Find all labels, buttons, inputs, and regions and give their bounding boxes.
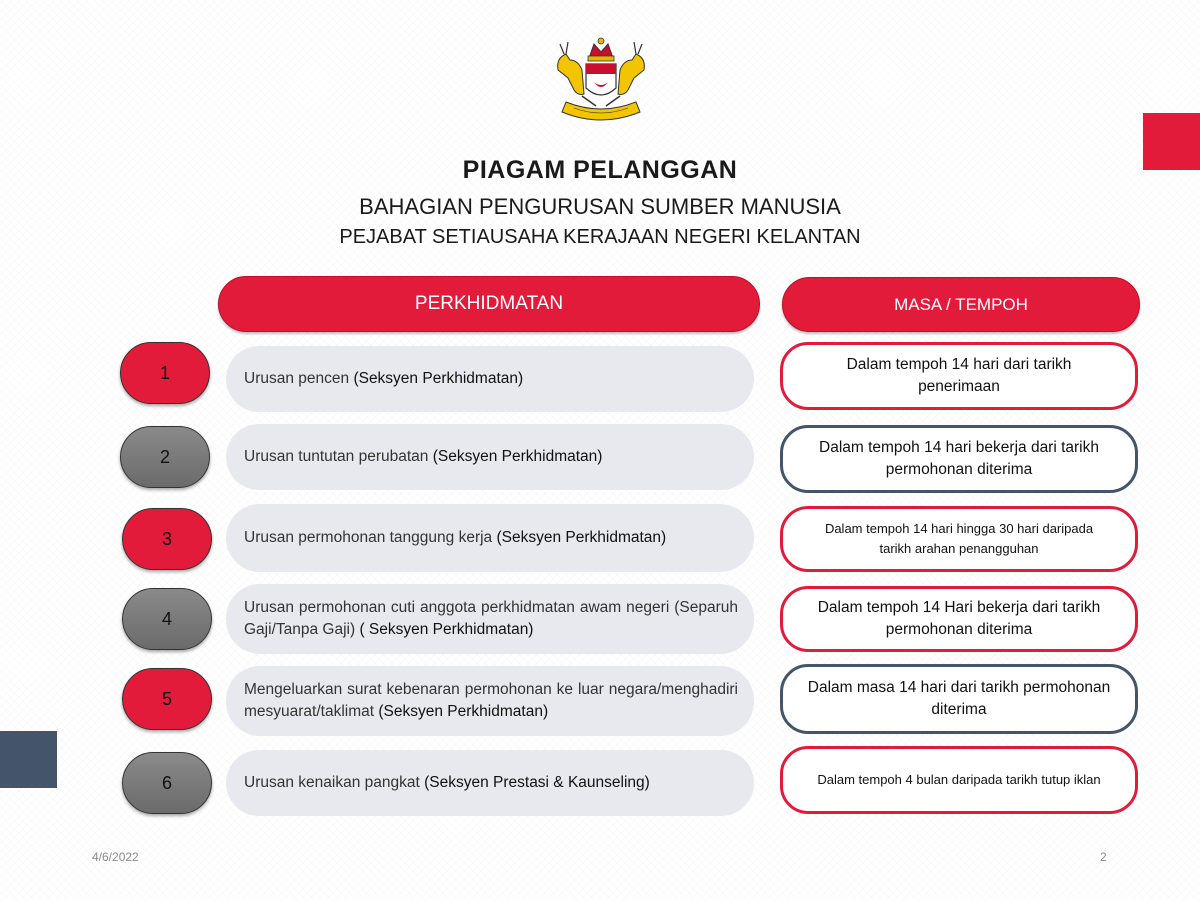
service-item <box>226 504 754 572</box>
page-subtitle-department: BAHAGIAN PENGURUSAN SUMBER MANUSIA <box>359 194 841 219</box>
row-number: 5 <box>161 688 172 709</box>
service-text: Urusan pencen <box>244 370 354 387</box>
title-block <box>0 153 1200 252</box>
page-title: PIAGAM PELANGGAN <box>462 156 738 184</box>
service-text: Urusan permohonan cuti anggota perkhidmatan awam negeri (Separuh Gaji/Tanpa Gaji) <box>244 599 738 638</box>
time-item <box>780 664 1138 734</box>
service-text: Urusan kenaikan pangkat <box>244 774 425 791</box>
service-item <box>226 346 754 412</box>
page-subtitle-office: PEJABAT SETIAUSAHA KERAJAAN NEGERI KELANTAN <box>339 226 861 248</box>
row-number: 2 <box>159 446 170 467</box>
service-item <box>226 424 754 490</box>
time-text: Dalam tempoh 4 bulan daripada tarikh tutup iklan <box>817 772 1101 787</box>
time-item <box>780 746 1138 814</box>
row-number: 4 <box>161 608 172 629</box>
kelantan-crest-icon <box>552 36 650 130</box>
time-text: Dalam tempoh 14 hari hingga 30 hari daripada tarikh arahan penangguhan <box>824 521 1094 556</box>
service-section: (Seksyen Perkhidmatan) <box>378 703 549 720</box>
service-text: Mengeluarkan surat kebenaran permohonan ke luar negara/menghadiri mesyuarat/taklimat <box>244 681 738 720</box>
time-text: Dalam tempoh 14 hari dari tarikh penerimaan <box>846 356 1072 395</box>
service-item <box>226 584 754 654</box>
time-text: Dalam tempoh 14 Hari bekerja dari tarikh permohonan diterima <box>817 599 1101 638</box>
accent-navy-square <box>0 731 57 788</box>
row-number: 6 <box>161 772 172 793</box>
column-header-service: PERKHIDMATAN <box>218 276 760 332</box>
row-number-badge <box>122 508 212 570</box>
service-item <box>226 750 754 816</box>
service-text: Urusan permohonan tanggung kerja <box>244 529 497 546</box>
column-header-time: MASA / TEMPOH <box>782 277 1140 332</box>
time-text: Dalam tempoh 14 hari bekerja dari tarikh permohonan diterima <box>819 439 1099 478</box>
footer-page-number: 2 <box>1100 850 1107 864</box>
service-section: (Seksyen Prestasi & Kaunseling) <box>424 774 650 791</box>
time-item <box>780 425 1138 493</box>
row-number-badge <box>122 668 212 730</box>
row-number-badge <box>122 588 212 650</box>
service-section: (Seksyen Perkhidmatan) <box>432 448 603 465</box>
time-item <box>780 342 1138 410</box>
time-item <box>780 506 1138 572</box>
time-text: Dalam masa 14 hari dari tarikh permohonan diterima <box>807 679 1111 718</box>
row-number: 3 <box>161 528 172 549</box>
row-number: 1 <box>159 362 170 383</box>
time-item <box>780 586 1138 652</box>
footer-date: 4/6/2022 <box>92 850 139 864</box>
service-item <box>226 666 754 736</box>
row-number-badge <box>122 752 212 814</box>
row-number-badge <box>120 426 210 488</box>
row-number-badge <box>120 342 210 404</box>
service-text: Urusan tuntutan perubatan <box>244 448 433 465</box>
service-section: (Seksyen Perkhidmatan) <box>353 370 524 387</box>
service-section: (Seksyen Perkhidmatan) <box>496 529 667 546</box>
service-section: ( Seksyen Perkhidmatan) <box>359 621 534 638</box>
